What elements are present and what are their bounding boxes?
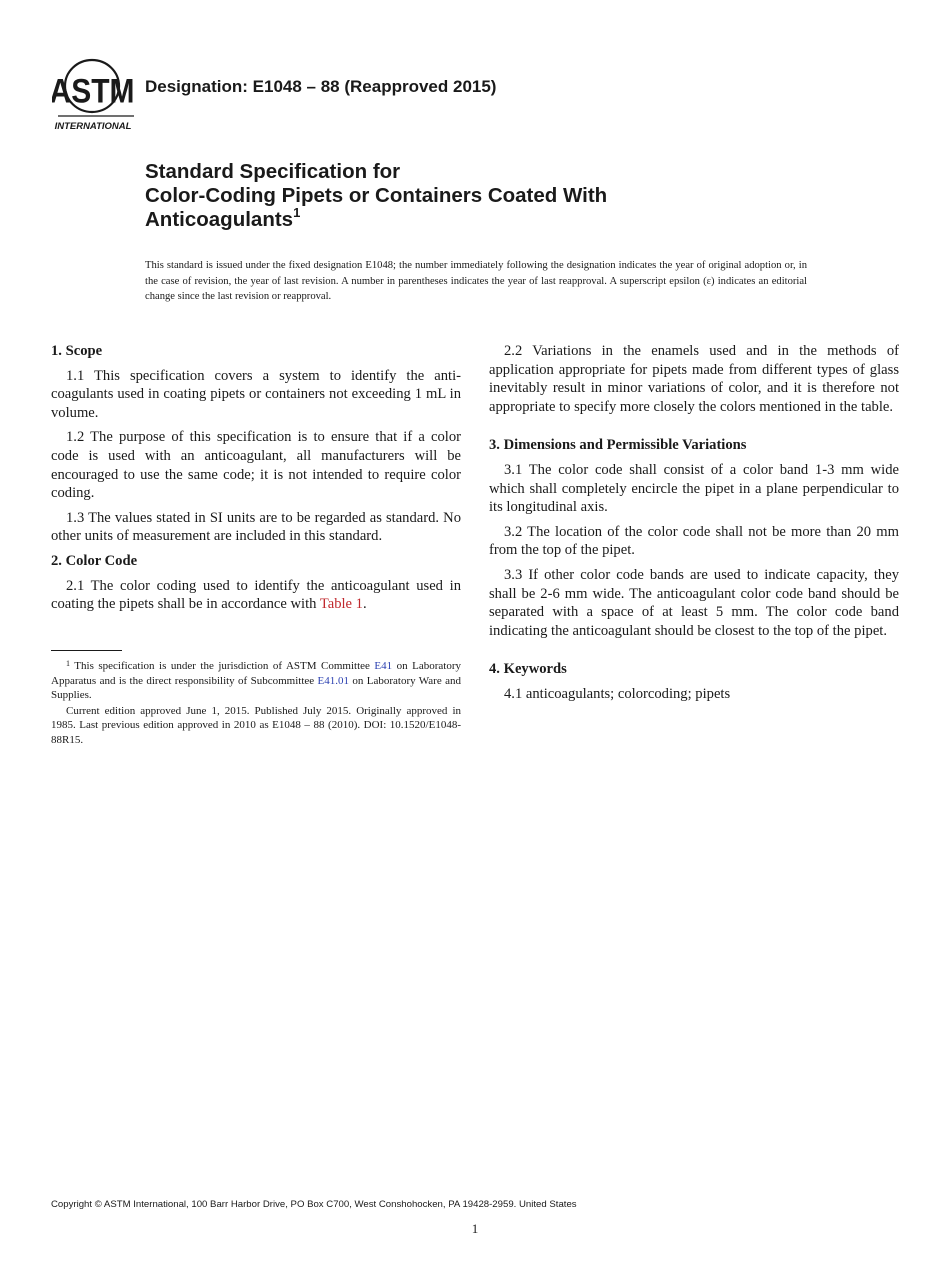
- astm-logo: [52, 56, 136, 132]
- paragraph-2-1: [51, 577, 461, 614]
- paragraph-4-1: 4.1 anticoagulants; colorcoding; pipets: [504, 685, 731, 702]
- designation: Designation: E1048 – 88 (Reapproved 2015): [145, 77, 497, 96]
- footnote-1-text-b: on Laboratory Apparatus and is the direct responsibility of Subcommittee: [51, 660, 461, 687]
- subcommittee-e41-01-link[interactable]: E41.01: [317, 674, 349, 687]
- right-column: [489, 342, 899, 710]
- paragraph-3-2: 3.2 The location of the color code shall not be more than 20 mm from the top of the pipet.: [489, 523, 899, 559]
- page-number: 1: [471, 1221, 479, 1236]
- footnote-1-text-c: on Laboratory Ware and Supplies.: [51, 674, 461, 702]
- logo-text: ASTM: [52, 71, 135, 110]
- footnote-1-text-a: This specification is under the jurisdiction of ASTM Committee: [74, 660, 375, 672]
- paragraph-2-2: 2.2 Variations in the enamels used and in the methods of application appropriate for pipets made from different types of glass inevitably result in minor variations of color, and it is therefore not appropriate to specify more closely the colors mentioned in the table.: [489, 343, 899, 415]
- footnote-1: [51, 659, 461, 703]
- paragraph-1-1: 1.1 This specification covers a system to identify the anti-coagulants used in coating pipets or containers not exceeding 1 mL in volume.: [51, 367, 461, 421]
- paragraph-2-1-text: 2.1 The color coding used to identify the anticoagulant used in coating the pipets shall be in accordance with: [51, 577, 461, 613]
- title-line-3-text: Anticoagulants: [145, 208, 294, 231]
- copyright-notice: Copyright © ASTM International, 100 Barr Harbor Drive, PO Box C700, West Conshohocken, PA 19428-2959. United States: [51, 1199, 577, 1210]
- paragraph-1-3: 1.3 The values stated in SI units are to be regarded as standard. No other units of measurement are included in this standard.: [51, 509, 461, 545]
- title-line-3: [145, 205, 785, 232]
- section-heading-scope: 1. Scope: [51, 343, 103, 359]
- paragraph-3-3: 3.3 If other color code bands are used to indicate capacity, they shall be 2-6 mm wide. The anticoagulant color code band should be separated with a space of at least 5 mm. The color code band indicating the anticoagulant should be closest to the top of the pipet.: [489, 566, 899, 639]
- left-column: [51, 342, 461, 620]
- section-heading-color-code: 2. Color Code: [51, 552, 138, 569]
- logo-subtext: INTERNATIONAL: [54, 121, 132, 132]
- title-line-2: Color-Coding Pipets or Containers Coated With: [145, 184, 608, 207]
- title-line-1: Standard Specification for: [145, 160, 401, 183]
- footnote-divider: [51, 650, 122, 651]
- section-heading-dimensions: 3. Dimensions and Permissible Variations: [489, 437, 747, 454]
- paragraph-2-1-end: .: [362, 596, 367, 613]
- footnote-edition: Current edition approved June 1, 2015. Published July 2015. Originally approved in 1985. Last previous edition approved in 2010 as E1048 – 88 (2010). DOI: 10.1520/E1048-88R15.: [51, 704, 461, 746]
- title-footnote-mark: 1: [293, 205, 301, 220]
- committee-e41-link[interactable]: E41: [374, 660, 393, 672]
- table-1-link[interactable]: Table 1: [319, 596, 363, 613]
- document-title: [145, 160, 785, 232]
- paragraph-1-2: 1.2 The purpose of this specification is to ensure that if a color code is used with an anticoagulant, all manufacturers will be encouraged to use the same code; it is not intended to require color coding.: [51, 429, 461, 502]
- footnotes: [51, 659, 461, 749]
- astm-logo-graphic: [52, 56, 136, 132]
- issuance-notice: This standard is issued under the fixed designation E1048; the number immediately following the designation indicates the year of original adoption or, in the case of revision, the year of last revision. A number in parentheses indicates the year of last reapproval. A superscript epsilon (ε) indicates an editorial change since the last revision or reapproval.: [145, 260, 807, 302]
- footnote-1-mark: 1: [66, 659, 70, 668]
- section-heading-keywords: 4. Keywords: [489, 661, 567, 678]
- paragraph-3-1: 3.1 The color code shall consist of a color band 1-3 mm wide which shall completely encircle the pipet in a plane perpendicular to its longitudinal axis.: [489, 461, 899, 516]
